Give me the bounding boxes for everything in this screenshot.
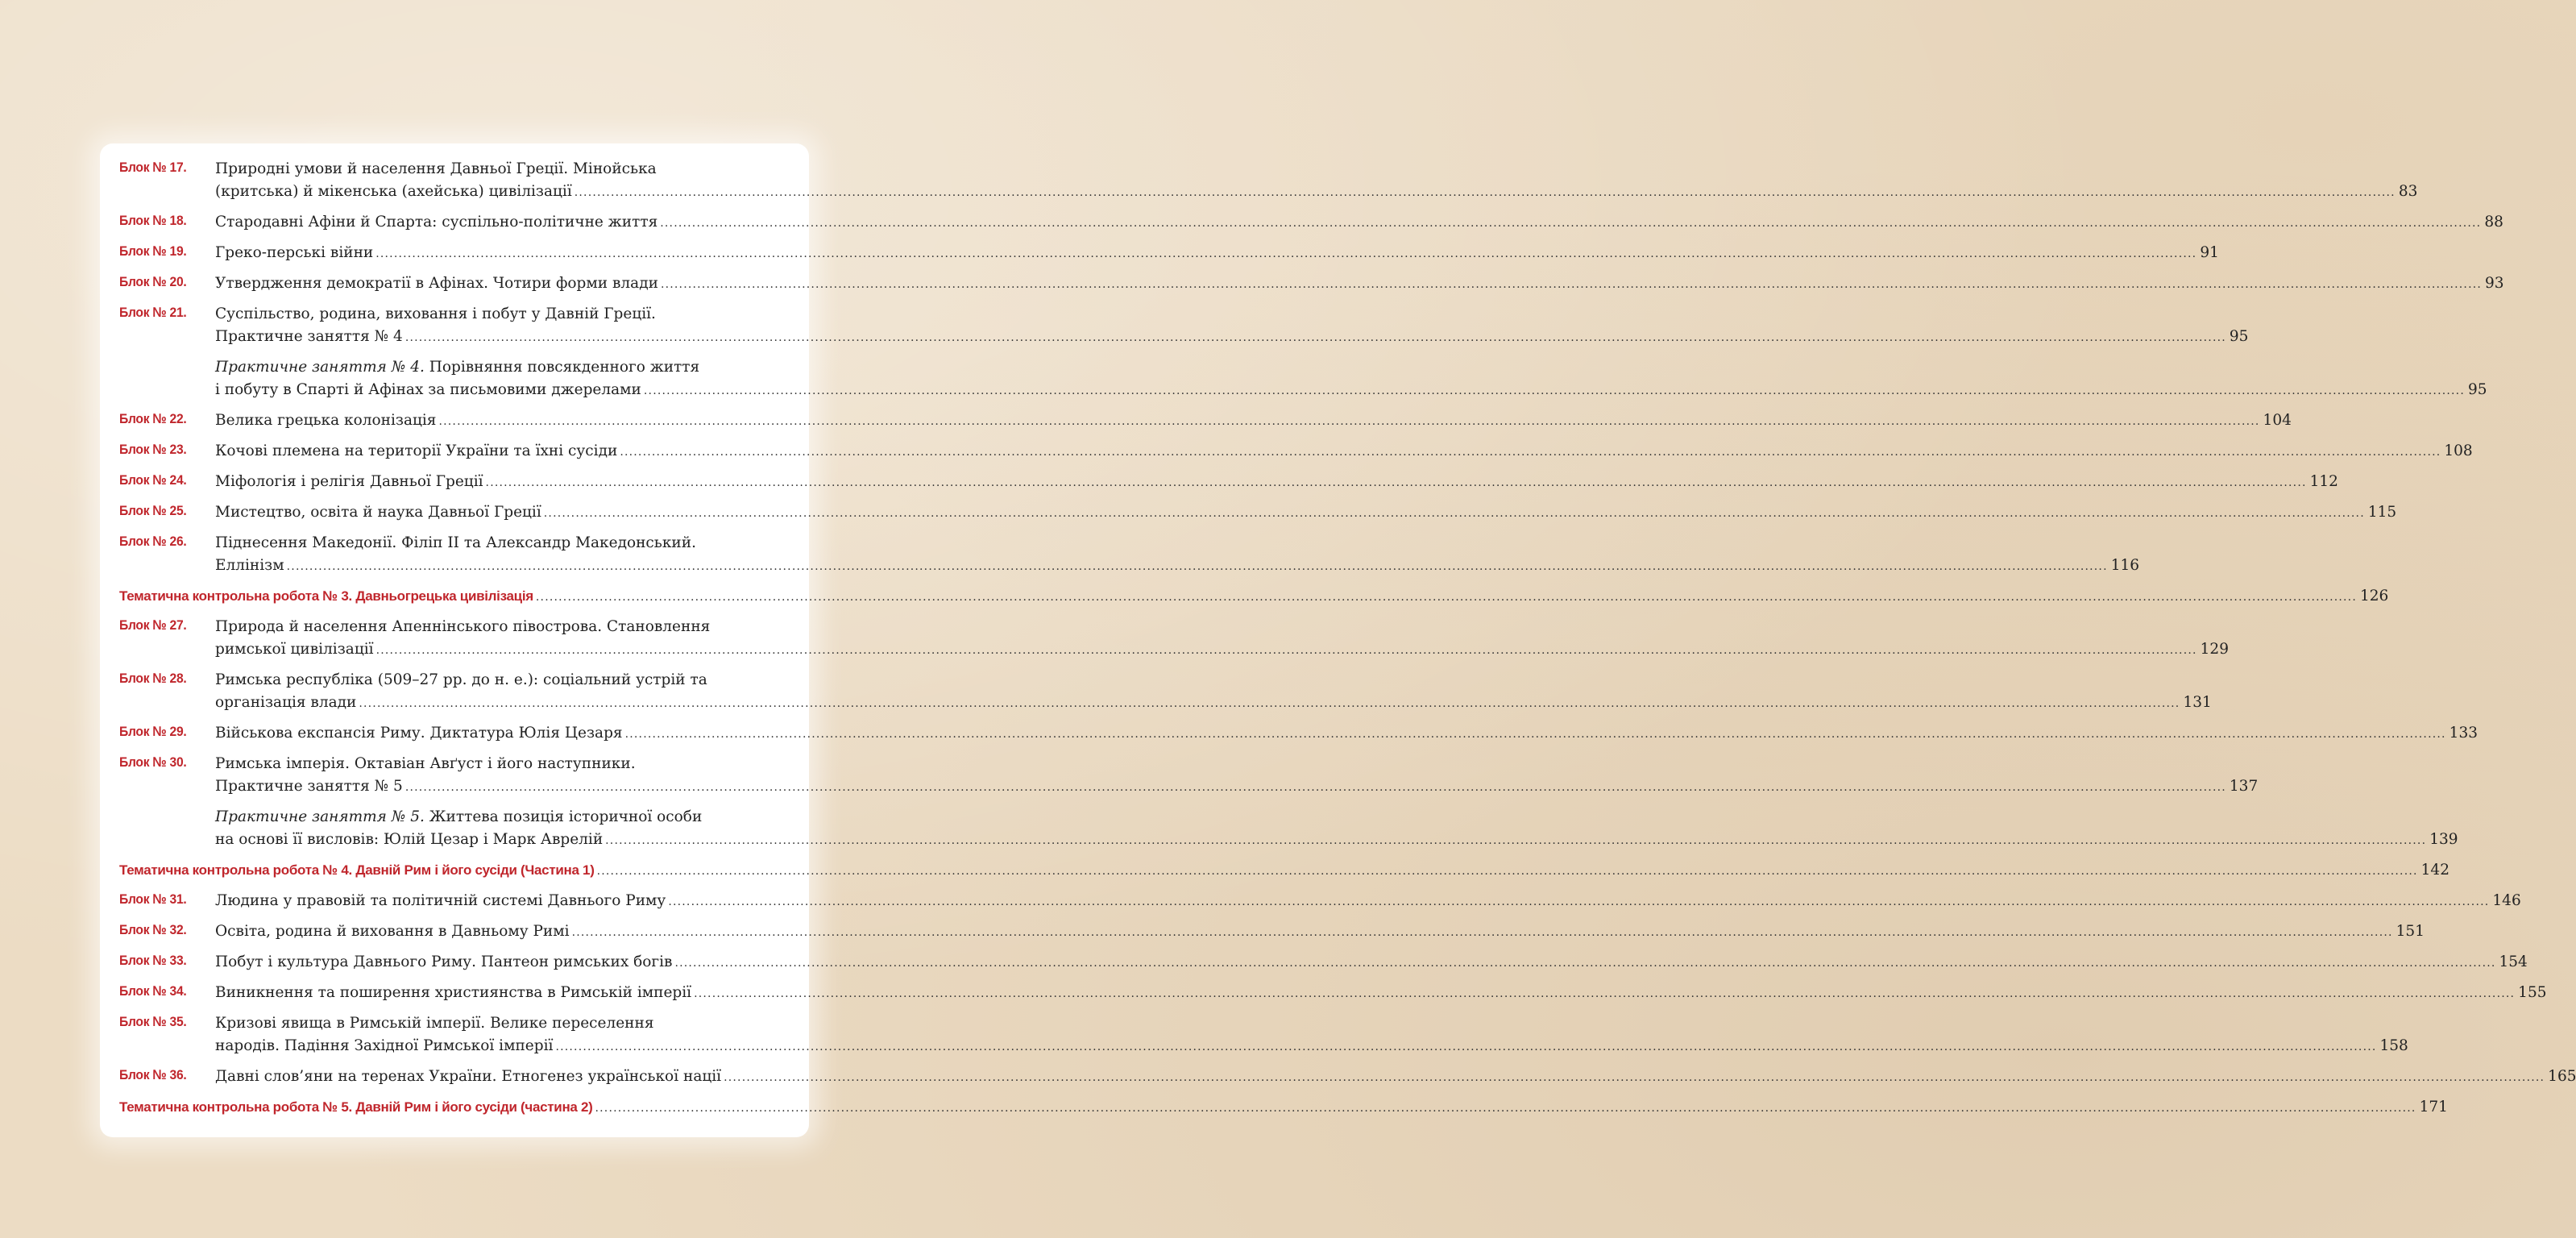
toc-block-entry[interactable] [119,722,2478,746]
entry-body [215,982,2547,1005]
entry-title-segment: Міфологія і релігія Давньої Греції [215,473,483,490]
block-number-label: Блок № 34. [119,983,187,999]
entry-body [215,242,2219,265]
entry-line [215,806,791,829]
dot-leader: ................................................................................................................................................................................................................................................................................................................................................................................................................ [375,644,2197,657]
entry-body [119,1096,2448,1120]
entry-title-text [215,409,436,432]
entry-title-segment: Практичне заняття № 4 [215,328,403,345]
entry-body [215,272,2504,296]
entry-line [215,1035,2408,1058]
table-of-contents [119,158,2576,1127]
dot-leader: ................................................................................................................................................................................................................................................................................................................................................................................................................ [286,560,2108,573]
entry-title-text [215,1035,553,1057]
toc-block-entry[interactable] [119,272,2504,296]
entry-line [215,471,2338,494]
entry-line [215,501,2397,525]
entry-title-text [215,242,373,264]
entry-body [215,753,2259,799]
page-number: 131 [2183,694,2212,711]
entry-title-text [215,692,356,714]
entry-title-text [215,532,696,555]
entry-line [215,616,791,638]
entry-title-text [215,616,710,638]
entry-title-text [215,211,657,234]
page-number: 154 [2499,953,2528,970]
block-number-label: Блок № 32. [119,922,187,937]
entry-title-text [119,585,533,608]
entry-title-segment: народів. Падіння Західної Римської імперії [215,1037,554,1054]
page-number: 93 [2485,275,2504,292]
toc-test-entry[interactable] [119,585,2389,609]
entry-line [215,409,2292,433]
block-number-label: Блок № 35. [119,1014,187,1029]
dot-leader: ................................................................................................................................................................................................................................................................................................................................................................................................................ [596,865,2418,878]
toc-block-entry[interactable] [119,158,2418,204]
toc-block-entry[interactable] [119,471,2338,494]
block-number-label: Блок № 22. [119,411,187,426]
entry-title-segment: Стародавні Афіни й Спарта: суспільно-політичне життя [215,214,658,231]
entry-line [119,1096,2448,1120]
entry-body [215,669,2212,715]
entry-body [215,501,2397,525]
toc-block-entry[interactable] [119,669,2212,715]
entry-body [215,1012,2408,1058]
toc-block-entry[interactable] [119,753,2259,799]
entry-title-segment: і побуту в Спарті й Афінах за письмовими джерелами [215,381,641,398]
entry-title-text [215,806,702,829]
toc-block-entry[interactable] [119,409,2292,433]
dot-leader: ................................................................................................................................................................................................................................................................................................................................................................................................................ [605,834,2427,847]
entry-title-segment: (критська) й мікенська (ахейська) цивілізації [215,183,572,200]
block-number-label: Блок № 25. [119,503,187,518]
toc-block-entry[interactable] [119,1012,2408,1058]
entry-line [215,722,2478,746]
entry-body [215,158,2418,204]
page-number: 129 [2200,641,2229,658]
entry-title-segment: Піднесення Македонії. Філіп ІІ та Александр Македонський. [215,534,696,551]
page-number: 158 [2379,1037,2408,1054]
dot-leader: ................................................................................................................................................................................................................................................................................................................................................................................................................ [438,415,2260,428]
entry-title-segment: Суспільство, родина, виховання і побут у Давній Греції. [215,305,656,322]
entry-line [215,181,2418,204]
entry-title-segment: Тематична контрольна робота № 4. Давній Рим і його сусіди (Частина 1) [119,862,595,878]
entry-line [215,951,2528,974]
toc-block-entry[interactable] [119,501,2397,525]
dot-leader: ................................................................................................................................................................................................................................................................................................................................................................................................................ [535,591,2357,604]
page-number: 104 [2263,412,2292,429]
entry-line [215,753,791,775]
dot-leader: ................................................................................................................................................................................................................................................................................................................................................................................................................ [643,384,2465,397]
entry-line [119,585,2389,609]
block-number-label: Блок № 24. [119,472,187,488]
entry-title-segment: Людина у правовій та політичній системі Давнього Риму [215,892,666,909]
page-number: 95 [2229,328,2249,345]
entry-title-segment: Природа й населення Апеннінського півострова. Становлення [215,618,711,635]
block-number-label: Блок № 29. [119,724,187,739]
entry-body [215,1066,2576,1089]
block-number-label: Блок № 17. [119,160,187,175]
entry-title-segment: Римська республіка (509–27 рр. до н. е.): соціальний устрій та [215,671,707,688]
entry-title-segment: Освіта, родина й виховання в Давньому Римі [215,923,570,940]
block-number-label: Блок № 31. [119,891,187,907]
entry-body [215,409,2292,433]
dot-leader: ................................................................................................................................................................................................................................................................................................................................................................................................................ [674,957,2496,970]
dot-leader: ................................................................................................................................................................................................................................................................................................................................................................................................................ [375,247,2197,260]
page-number: 165 [2548,1068,2576,1085]
entry-line [215,211,2503,235]
entry-title-text [215,638,374,661]
toc-block-entry[interactable] [119,211,2503,235]
toc-block-entry[interactable] [119,951,2528,974]
entry-title-text [215,1066,721,1088]
practical-title-italic: Практичне заняття № 4. [215,359,425,376]
page-number: 112 [2309,473,2338,490]
entry-title-segment: Еллінізм [215,557,284,574]
entry-line [215,775,2259,799]
page-number: 146 [2492,892,2521,909]
toc-block-entry[interactable] [119,242,2219,265]
toc-block-entry[interactable] [119,440,2473,463]
entry-title-segment: Греко-перські війни [215,244,374,261]
toc-block-entry[interactable] [119,616,2229,662]
entry-title-segment: Римська імперія. Октавіан Авґуст і його наступники. [215,755,636,772]
entry-body [119,859,2449,883]
entry-line [215,303,791,326]
entry-title-segment: Виникнення та поширення християнства в Римській імперії [215,984,692,1001]
entry-title-text [215,272,658,295]
block-number-label: Блок № 27. [119,617,187,633]
entry-line [215,555,2140,578]
entry-title-segment: Військова експансія Риму. Диктатура Юлія Цезаря [215,725,623,742]
entry-body [215,532,2140,578]
dot-leader: ................................................................................................................................................................................................................................................................................................................................................................................................................ [404,331,2226,344]
block-number-label: Блок № 33. [119,953,187,968]
entry-title-text [215,501,541,524]
toc-block-entry[interactable] [119,303,2249,349]
entry-title-text [215,356,699,379]
page-number: 142 [2420,862,2449,879]
entry-title-text [215,920,570,943]
entry-line [215,638,2229,662]
page-number: 171 [2419,1099,2448,1115]
entry-title-segment: Велика грецька колонізація [215,412,437,429]
dot-leader: ................................................................................................................................................................................................................................................................................................................................................................................................................ [574,186,2396,199]
entry-title-segment: Тематична контрольна робота № 5. Давній Рим і його сусіди (частина 2) [119,1099,593,1115]
page-number: 155 [2518,984,2547,1001]
toc-practical-entry[interactable] [119,356,2487,402]
entry-line [215,532,791,555]
entry-title-segment: Кочові племена на території України та їхні сусіди [215,442,618,459]
entry-title-text [215,829,603,851]
toc-block-entry[interactable] [119,890,2521,913]
entry-line [215,920,2425,944]
dot-leader: ................................................................................................................................................................................................................................................................................................................................................................................................................ [359,697,2180,710]
entry-line [215,356,791,379]
entry-line [215,1066,2576,1089]
page-number: 151 [2396,923,2425,940]
page-number: 108 [2444,442,2473,459]
entry-body [215,951,2528,974]
toc-block-entry[interactable] [119,532,2140,578]
toc-test-entry[interactable] [119,859,2449,883]
entry-title-text [215,982,691,1004]
entry-title-segment: Життева позиція історичної особи [429,808,703,825]
entry-title-text [215,326,403,348]
entry-title-text [215,669,707,692]
dot-leader: ................................................................................................................................................................................................................................................................................................................................................................................................................ [543,507,2365,520]
entry-title-segment: римської цивілізації [215,641,374,658]
entry-title-segment: Утвердження демократії в Афінах. Чотири форми влади [215,275,658,292]
page-number: 88 [2484,214,2503,231]
entry-line [215,669,791,692]
entry-title-text [215,555,284,577]
dot-leader: ................................................................................................................................................................................................................................................................................................................................................................................................................ [571,926,2393,939]
page-number: 116 [2110,557,2140,574]
dot-leader: ................................................................................................................................................................................................................................................................................................................................................................................................................ [660,278,2483,291]
dot-leader: ................................................................................................................................................................................................................................................................................................................................................................................................................ [485,476,2307,489]
entry-line [215,440,2473,463]
entry-title-text [215,951,672,974]
entry-line [215,242,2219,265]
block-number-label: Блок № 30. [119,754,187,770]
entry-line [215,272,2504,296]
block-number-label: Блок № 28. [119,671,187,686]
page-number: 126 [2359,588,2389,604]
entry-line [215,158,791,181]
dot-leader: ................................................................................................................................................................................................................................................................................................................................................................................................................ [620,446,2441,459]
entry-title-segment: Тематична контрольна робота № 3. Давньогрецька цивілізація [119,588,533,604]
block-number-label: Блок № 26. [119,534,187,549]
dot-leader: ................................................................................................................................................................................................................................................................................................................................................................................................................ [668,895,2490,908]
toc-test-entry[interactable] [119,1096,2448,1120]
page-number: 139 [2429,831,2458,848]
entry-title-segment: Побут і культура Давнього Риму. Пантеон римських богів [215,953,673,970]
entry-title-segment: Природні умови й населення Давньої Греції. Мінойська [215,160,657,177]
entry-title-text [215,181,572,203]
dot-leader: ................................................................................................................................................................................................................................................................................................................................................................................................................ [694,987,2516,1000]
dot-leader: ................................................................................................................................................................................................................................................................................................................................................................................................................ [660,217,2482,230]
entry-title-text [215,775,403,798]
dot-leader: ................................................................................................................................................................................................................................................................................................................................................................................................................ [724,1071,2545,1084]
block-number-label: Блок № 23. [119,442,187,457]
toc-practical-entry[interactable] [119,806,2458,852]
entry-body [215,471,2338,494]
entry-title-segment: Мистецтво, освіта й наука Давньої Греції [215,504,541,521]
entry-body [215,806,2458,852]
entry-title-text [215,890,666,912]
page-number: 137 [2229,778,2259,795]
entry-body [215,890,2521,913]
entry-title-text [215,1012,654,1035]
dot-leader: ................................................................................................................................................................................................................................................................................................................................................................................................................ [404,781,2226,794]
block-number-label: Блок № 19. [119,243,187,259]
entry-title-segment: Порівняння повсякденного життя [429,359,700,376]
entry-title-text [119,859,595,882]
dot-leader: ................................................................................................................................................................................................................................................................................................................................................................................................................ [595,1102,2416,1115]
dot-leader: ................................................................................................................................................................................................................................................................................................................................................................................................................ [555,1041,2377,1053]
entry-title-text [215,471,483,493]
page-number: 115 [2367,504,2397,521]
dot-leader: ................................................................................................................................................................................................................................................................................................................................................................................................................ [624,728,2446,741]
entry-body [215,356,2487,402]
entry-title-text [215,379,641,401]
toc-block-entry[interactable] [119,982,2547,1005]
entry-line [215,379,2487,402]
entry-body [215,616,2229,662]
entry-title-text [119,1096,593,1119]
entry-line [215,1012,791,1035]
entry-line [119,859,2449,883]
toc-block-entry[interactable] [119,1066,2576,1089]
entry-title-text [215,753,636,775]
entry-line [215,982,2547,1005]
page-number: 133 [2449,725,2478,742]
entry-body [215,722,2478,746]
block-number-label: Блок № 21. [119,305,187,320]
practical-title-italic: Практичне заняття № 5. [215,808,425,825]
entry-title-text [215,722,623,745]
page-number: 83 [2398,183,2418,200]
entry-body [119,585,2389,609]
block-number-label: Блок № 20. [119,274,187,289]
block-number-label: Блок № 18. [119,213,187,228]
entry-line [215,326,2249,349]
entry-title-segment: Практичне заняття № 5 [215,778,403,795]
entry-title-text [215,303,656,326]
entry-title-text [215,158,657,181]
entry-line [215,692,2212,715]
block-number-label: Блок № 36. [119,1067,187,1082]
entry-body [215,920,2425,944]
entry-line [215,829,2458,852]
entry-title-segment: на основі її висловів: Юлій Цезар і Марк Аврелій [215,831,604,848]
entry-title-text [215,440,617,463]
entry-title-segment: організація влади [215,694,357,711]
page-number: 95 [2467,381,2487,398]
entry-body [215,440,2473,463]
entry-title-segment: Давні слов’яни на теренах України. Етногенез української нації [215,1068,722,1085]
toc-block-entry[interactable] [119,920,2425,944]
entry-body [215,303,2249,349]
page-number: 91 [2200,244,2219,261]
entry-body [215,211,2503,235]
entry-title-segment: Кризові явища в Римській імперії. Велике переселення [215,1015,654,1032]
entry-line [215,890,2521,913]
